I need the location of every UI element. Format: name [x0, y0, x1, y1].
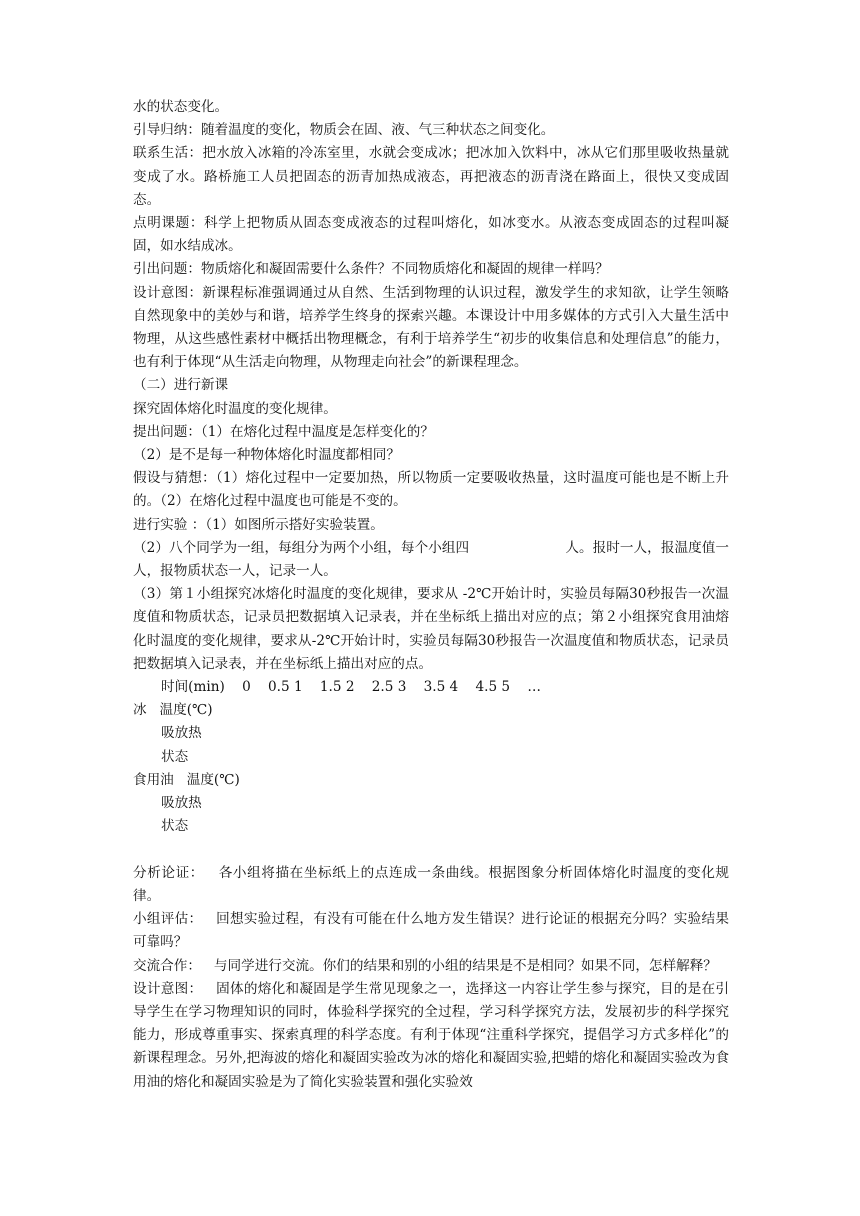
section-heading: （二）进行新课 [133, 377, 229, 394]
record-table [133, 676, 729, 838]
paragraph-grouping: （2）八个同学为一组，每组分为两个小组，每个小组四 人。报时一人，报温度值一人，报物质状态一人，记录一人。 [133, 539, 729, 580]
blank-line [133, 839, 729, 862]
table-row-ice-temp: 冰 温度(℃) [133, 702, 213, 719]
paragraph-summary: 引导归纳：随着温度的变化，物质会在固、液、气三种状态之间变化。 [133, 122, 555, 139]
paragraph-life-link: 联系生活：把水放入冰箱的冷冻室里，水就会变成冰；把冰加入饮料中，冰从它们那里吸收热量就变成了水。路桥施工人员把固态的沥青加热成液态，再把液态的沥青浇在路面上，很快又变成固态。 [133, 145, 729, 208]
document-page [133, 96, 729, 1094]
paragraph-topic: 点明课题：科学上把物质从固态变成液态的过程叫熔化，如冰变水。从液态变成固态的过程叫凝固，如水结成冰。 [133, 215, 729, 255]
table-row-oil-heat: 吸放热 [161, 795, 202, 812]
table-row-ice-state: 状态 [161, 748, 189, 765]
paragraph-question-2: （2）是不是每一种物体熔化时温度都相同？ [133, 447, 400, 464]
paragraph-hypothesis: 假设与猜想：（1）熔化过程中一定要加热，所以物质一定要吸收热量，这时温度可能也是不断上升的。（2）在熔化过程中温度也可能是不变的。 [133, 470, 729, 510]
paragraph-explore: 探究固体熔化时温度的变化规律。 [133, 400, 337, 417]
paragraph-intro: 水的状态变化。 [133, 99, 229, 115]
table-row-oil-temp: 食用油 温度(℃) [133, 771, 240, 788]
table-header-row: 时间(min) 0 0.5 1 1.5 2 2.5 3 3.5 4 4.5 5 … [161, 679, 541, 696]
paragraph-experiment: 进行实验 ：（1）如图所示搭好实验装置。 [133, 516, 384, 533]
paragraph-design-intent-2: 设计意图： 固体的熔化和凝固是学生常见现象之一，选择这一内容让学生参与探究，目的是在引导学生在学习物理知识的同时，体验科学探究的全过程，学习科学探究方法，发展初步的科学探究能力，形成尊重事实、探索真理的科学态度。有利于体现“注重科学探究，提倡学习方式多样化”的新课程理念。另外,把海波的熔化和凝固实验改为冰的熔化和凝固实验,把蜡的熔化和凝固实验改为食用油的熔化和凝固实验是为了简化实验装置和强化实验效 [133, 980, 729, 1090]
paragraph-question: 引出问题：物质熔化和凝固需要什么条件？不同物质熔化和凝固的规律一样吗？ [133, 261, 609, 278]
table-row-oil-state: 状态 [161, 818, 189, 835]
paragraph-design-intent-1: 设计意图：新课程标准强调通过从自然、生活到物理的认识过程，激发学生的求知欲，让学生领略自然现象中的美妙与和谐，培养学生终身的探索兴趣。本课设计中用多媒体的方式引入大量生活中物理，从这些感性素材中概括出物理概念，有利于培养学生“初步的收集信息和处理信息”的能力，也有利于体现“从生活走向物理，从物理走向社会”的新课程理念。 [133, 284, 729, 371]
paragraph-procedure: （3）第１小组探究冰熔化时温度的变化规律，要求从 -2℃开始计时，实验员每隔30秒报告一次温度值和物质状态，记录员把数据填入记录表，并在坐标纸上描出对应的点；第２小组探究食用油熔化时温度的变化规律，要求从-2℃开始计时，实验员每隔30秒报告一次温度值和物质状态，记录员把数据填入记录表，并在坐标纸上描出对应的点。 [133, 586, 729, 672]
paragraph-exchange: 交流合作： 与同学进行交流。你们的结果和别的小组的结果是不是相同？如果不同，怎样解释？ [133, 957, 717, 974]
paragraph-pose-question: 提出问题：（1）在熔化过程中温度是怎样变化的？ [133, 423, 434, 440]
table-row-ice-heat: 吸放热 [161, 725, 202, 742]
paragraph-evaluation: 小组评估： 回想实验过程，有没有可能在什么地方发生错误？进行论证的根据充分吗？实验结果可靠吗？ [133, 911, 729, 951]
paragraph-analysis: 分析论证： 各小组将描在坐标纸上的点连成一条曲线。根据图象分析固体熔化时温度的变化规律。 [133, 864, 729, 904]
